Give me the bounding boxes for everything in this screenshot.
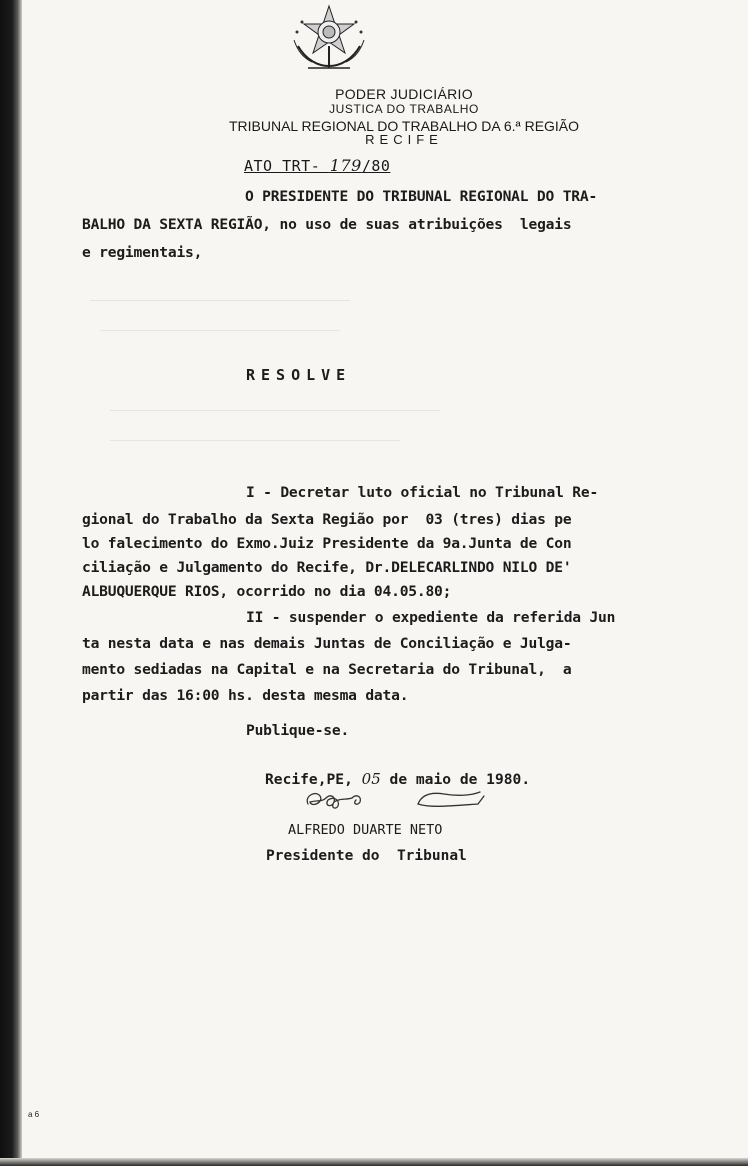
coat-of-arms-emblem xyxy=(288,2,370,72)
publish-line: Publique-se. xyxy=(246,722,350,739)
margin-mark: a 6 xyxy=(28,1110,40,1119)
letterhead-line-1: PODER JUDICIÁRIO xyxy=(335,86,473,102)
show-through-line xyxy=(110,410,440,411)
item-line-2: gional do Trabalho da Sexta Região por 03 (tres) dias pe xyxy=(82,511,572,528)
act-prefix: ATO TRT- xyxy=(244,157,330,175)
item-line-7: ta nesta data e nas demais Juntas de Conciliação e Julga- xyxy=(82,635,572,652)
letterhead-line-2: JUSTICA DO TRABALHO xyxy=(329,102,479,116)
resolve-heading: RESOLVE xyxy=(246,366,352,384)
item-line-1: I - Decretar luto oficial no Tribunal Re- xyxy=(246,484,599,501)
item-line-9: partir das 16:00 hs. desta mesma data. xyxy=(82,687,409,704)
preamble-line-1: O PRESIDENTE DO TRIBUNAL REGIONAL DO TRA- xyxy=(245,188,598,205)
show-through-line xyxy=(100,330,340,331)
item-line-3: lo falecimento do Exmo.Juiz Presidente da 9a.Junta de Con xyxy=(82,535,572,552)
handwritten-signature xyxy=(300,782,500,818)
scan-bottom-edge xyxy=(0,1158,748,1166)
item-line-6: II - suspender o expediente da referida Jun xyxy=(246,609,616,626)
item-line-5: ALBUQUERQUE RIOS, ocorrido no dia 04.05.80; xyxy=(82,583,452,600)
date-suffix: de maio de 1980. xyxy=(380,771,531,788)
show-through-line xyxy=(110,440,400,441)
signatory-name: ALFREDO DUARTE NETO xyxy=(288,822,443,838)
item-line-8: mento sediadas na Capital e na Secretaria do Tribunal, a xyxy=(82,661,572,678)
show-through-line xyxy=(90,300,350,301)
item-line-4: ciliação e Julgamento do Recife, Dr.DELECARLINDO NILO DE' xyxy=(82,559,572,576)
letterhead-line-3: TRIBUNAL REGIONAL DO TRABALHO DA 6.ª REGIÃO xyxy=(228,118,580,134)
date-prefix: Recife,PE, xyxy=(265,771,362,788)
date-day-handwritten: 05 xyxy=(361,770,381,788)
preamble-line-2: BALHO DA SEXTA REGIÃO, no uso de suas atribuições legais xyxy=(82,216,572,233)
act-number xyxy=(244,156,390,175)
act-number-handwritten: 179 xyxy=(329,156,362,175)
scan-binding-edge xyxy=(0,0,22,1166)
signatory-role: Presidente do Tribunal xyxy=(266,848,467,864)
act-suffix: /80 xyxy=(361,157,391,175)
letterhead-line-4: RECIFE xyxy=(365,132,443,147)
preamble-line-3: e regimentais, xyxy=(82,244,203,261)
